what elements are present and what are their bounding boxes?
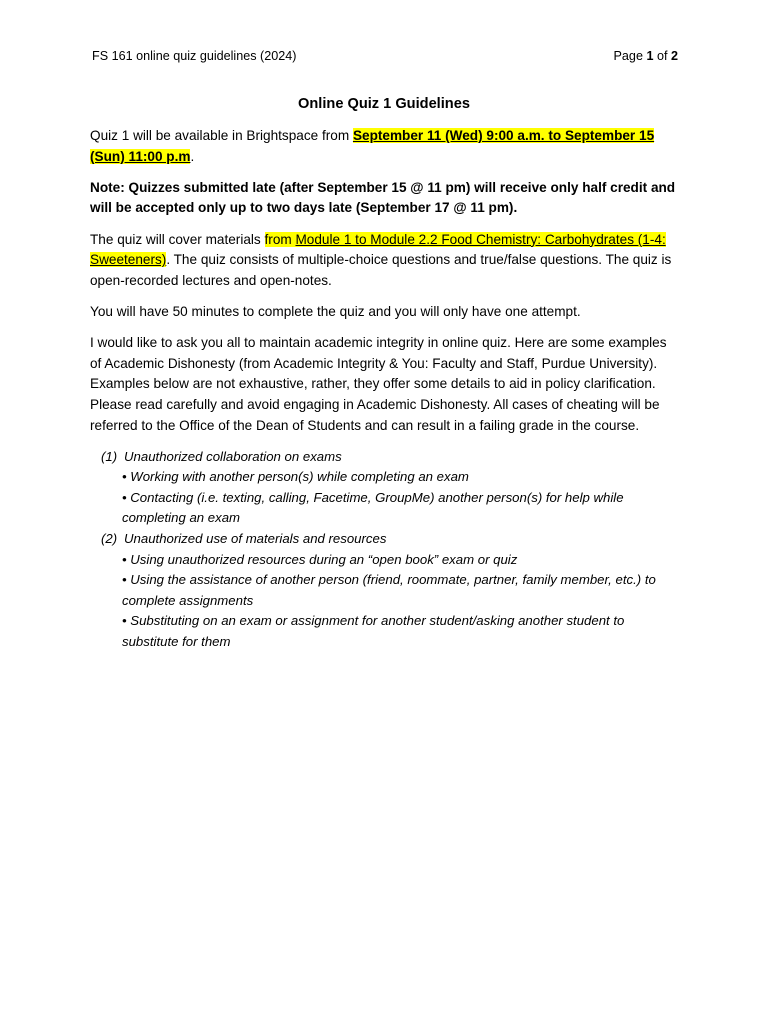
example-subitem: • Working with another person(s) while completing an exam [122, 469, 469, 485]
availability-prefix: Quiz 1 will be available in Brightspace from [90, 128, 353, 143]
coverage-suffix: . The quiz consists of multiple-choice questions and true/false questions. The quiz is open-recorded lectures and open-notes. [90, 252, 672, 288]
example-subitem: • Substituting on an exam or assignment for another student/asking another student to substitute for them [122, 613, 625, 650]
availability-dates-highlight: September 11 (Wed) 9:00 a.m. to September 15 (Sun) 11:00 p.m [90, 128, 655, 164]
document-title: Online Quiz 1 Guidelines [298, 96, 470, 112]
late-submission-note: Note: Quizzes submitted late (after September 15 @ 11 pm) will receive only half credit and will be accepted only up to two days late (September 17 @ 11 pm). [90, 179, 676, 216]
page-header [92, 47, 678, 65]
document-body [90, 126, 680, 653]
page-number [614, 47, 678, 65]
dishonesty-examples-list [90, 447, 680, 653]
coverage-paragraph [90, 230, 680, 292]
page-of: of [653, 49, 671, 63]
page-total: 2 [670, 49, 678, 63]
page-current: 1 [646, 49, 654, 63]
coverage-highlight-plain: from [264, 231, 296, 247]
availability-suffix: . [190, 148, 195, 164]
document-header-title: FS 161 online quiz guidelines (2024) [92, 49, 297, 63]
example-number: (2) [101, 531, 118, 547]
example-subitem: • Using unauthorized resources during an “open book” exam or quiz [122, 551, 518, 567]
example-heading-text: Unauthorized collaboration on exams [124, 448, 342, 464]
coverage-module-range: Module 1 to Module 2.2 Food Chemistry: Carbohydrates (1-4: Sweeteners) [90, 231, 666, 268]
example-subitem: • Using the assistance of another person (friend, roommate, partner, family member, etc.) to complete assignments [122, 572, 656, 608]
example-heading [90, 529, 680, 550]
example-heading [90, 447, 680, 468]
coverage-prefix: The quiz will cover materials [90, 231, 265, 247]
availability-paragraph [90, 126, 680, 167]
academic-integrity-paragraph: I would like to ask you all to maintain academic integrity in online quiz. Here are some examples of Academic Dishonesty (from Academic Integrity & You: Faculty and Staff, Purdue University). Examples below are not exhaustive, rather, they offer some details to aid in policy clarification. Please read carefully and avoid engaging in Academic Dishonesty. All cases of cheating will be referred to the Office of the Dean of Students and can result in a failing grade in the course. [90, 335, 667, 433]
example-subitem: • Contacting (i.e. texting, calling, Facetime, GroupMe) another person(s) for help while completing an exam [122, 489, 624, 526]
page-prefix: Page [613, 49, 647, 63]
example-number: (1) [101, 448, 118, 464]
time-limit-paragraph: You will have 50 minutes to complete the quiz and you will only have one attempt. [90, 303, 581, 319]
example-heading-text: Unauthorized use of materials and resources [124, 531, 387, 547]
